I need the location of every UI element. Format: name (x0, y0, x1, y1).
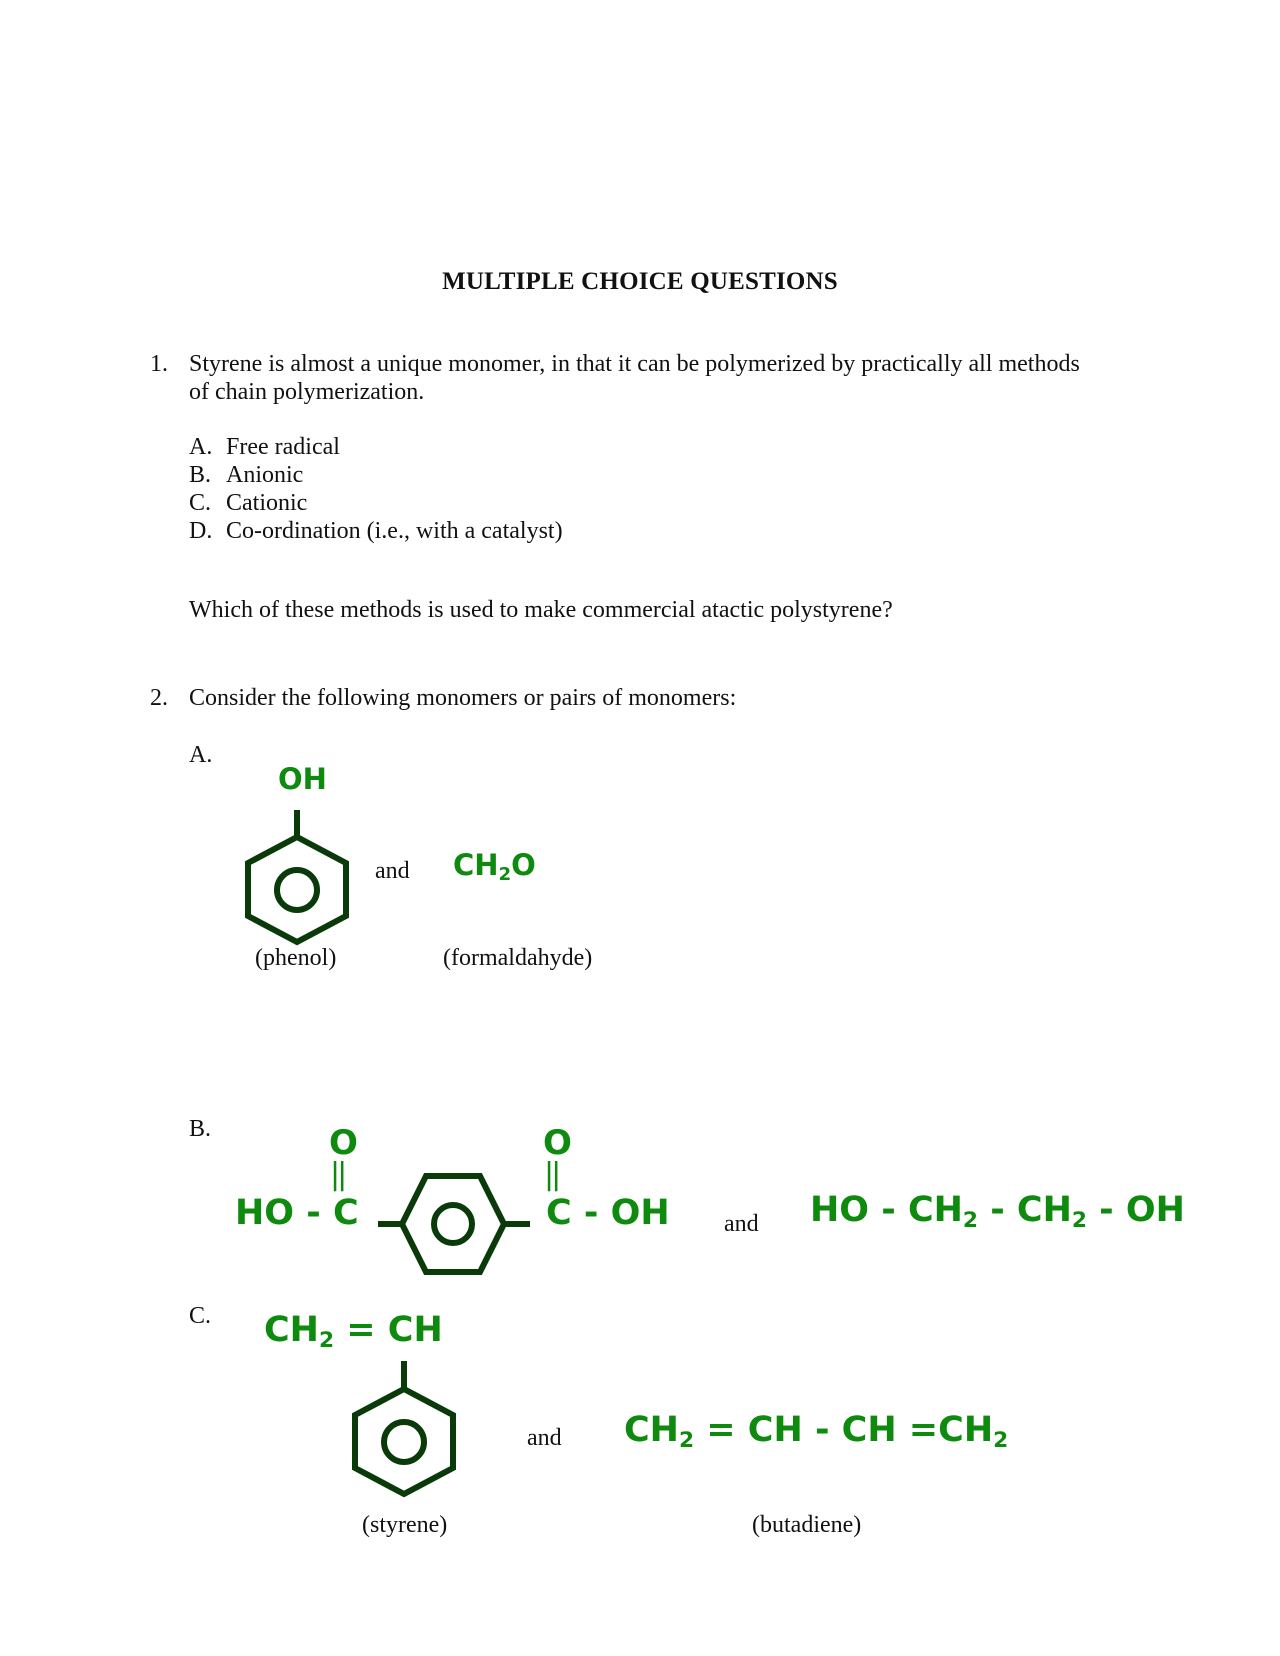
q1-option-c-letter: C. (189, 490, 212, 516)
glycol-ho-ch: HO - CH (810, 1190, 963, 1230)
styrene-hexagon (355, 1389, 453, 1494)
b-ho-c-group: HO - C (235, 1193, 359, 1233)
styrene-vinyl-formula (264, 1310, 443, 1354)
formaldehyde-ch: CH (453, 848, 499, 882)
q1-question: Which of these methods is used to make commercial atactic polystyrene? (189, 597, 893, 623)
formaldehyde-o: O (511, 848, 536, 882)
q1-option-b-letter: B. (189, 462, 212, 488)
phenol-oh-label: OH (278, 762, 327, 796)
q2-b-letter: B. (189, 1116, 212, 1142)
phenol-name: (phenol) (255, 945, 337, 971)
b-c-oh-group: C - OH (546, 1193, 670, 1233)
terephthalic-aromatic-circle (434, 1205, 472, 1243)
formaldehyde-formula (453, 848, 536, 886)
q1-option-c-text: Cationic (226, 490, 308, 516)
q2-c-letter: C. (189, 1303, 212, 1329)
terephthalic-ring-structure (370, 1168, 510, 1280)
styrene-ch: CH (264, 1310, 319, 1350)
q2-b-and: and (724, 1211, 759, 1237)
glycol-sub1: 2 (962, 1208, 979, 1234)
butadiene-ch: CH (624, 1410, 679, 1450)
glycol-end: - OH (1086, 1190, 1185, 1230)
glycol-mid: - CH (978, 1190, 1072, 1230)
styrene-sub: 2 (318, 1328, 335, 1354)
b-left-carbonyl-o: O (329, 1123, 358, 1163)
page-title: MULTIPLE CHOICE QUESTIONS (442, 268, 838, 295)
styrene-aromatic-circle (384, 1422, 424, 1462)
styrene-rest: = CH (334, 1310, 443, 1350)
styrene-name: (styrene) (362, 1512, 448, 1538)
ethylene-glycol-formula (810, 1190, 1185, 1234)
q1-option-d-text: Co-ordination (i.e., with a catalyst) (226, 518, 563, 544)
q1-text-line2: of chain polymerization. (189, 379, 425, 405)
butadiene-mid: = CH - CH =CH (694, 1410, 994, 1450)
phenol-hexagon (248, 837, 346, 942)
styrene-ring-structure (347, 1357, 457, 1497)
q1-option-d-letter: D. (189, 518, 213, 544)
terephthalic-hexagon (402, 1176, 504, 1272)
butadiene-name: (butadiene) (752, 1512, 862, 1538)
q1-text-line1: Styrene is almost a unique monomer, in that it can be polymerized by practically all methods (189, 351, 1080, 377)
phenol-ring-structure (240, 805, 350, 945)
phenol-aromatic-circle (277, 870, 317, 910)
q2-a-letter: A. (189, 742, 213, 768)
formaldehyde-name: (formaldahyde) (443, 945, 593, 971)
b-right-carbonyl-o: O (543, 1123, 572, 1163)
b-right-double-bond: || (544, 1157, 559, 1192)
glycol-sub2: 2 (1071, 1208, 1087, 1234)
q1-option-a-text: Free radical (226, 434, 340, 460)
formaldehyde-sub: 2 (498, 864, 512, 886)
q2-text: Consider the following monomers or pairs of monomers: (189, 685, 737, 711)
q1-number: 1. (150, 351, 168, 377)
q1-option-a-letter: A. (189, 434, 213, 460)
butadiene-sub2: 2 (993, 1428, 1009, 1454)
butadiene-sub1: 2 (678, 1428, 695, 1454)
q2-c-and: and (527, 1425, 562, 1451)
b-left-double-bond: || (330, 1157, 345, 1192)
q1-option-b-text: Anionic (226, 462, 304, 488)
q2-number: 2. (150, 685, 168, 711)
butadiene-formula (624, 1410, 1009, 1454)
q2-a-and: and (375, 858, 410, 884)
